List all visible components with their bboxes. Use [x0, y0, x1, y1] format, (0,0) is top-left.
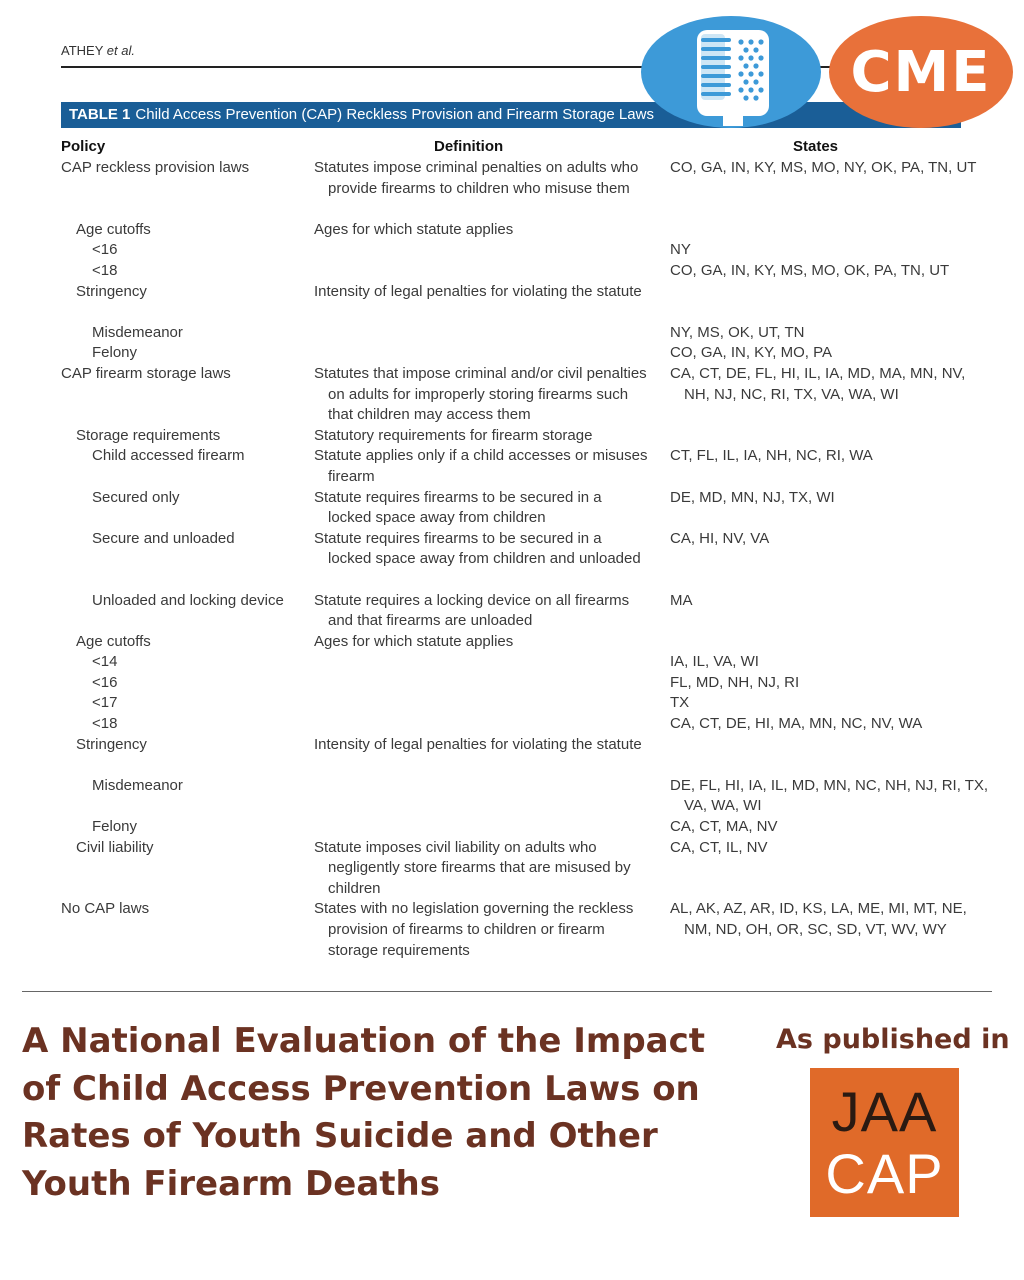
header-author-suffix: et al.	[106, 43, 135, 58]
definition-cell: Statute requires firearms to be secured in a locked space away from children and unloaded	[314, 529, 641, 568]
policy-cell: Secured only	[92, 488, 180, 506]
states-cell: DE, FL, HI, IA, IL, MD, MN, NC, NH, NJ, RI, TX, VA, WA, WI	[670, 776, 989, 815]
cme-label: CME	[850, 39, 992, 105]
policy-cell: Secure and unloaded	[92, 529, 235, 547]
table-caption: Child Access Prevention (CAP) Reckless Provision and Firearm Storage Laws	[135, 106, 654, 123]
column-header-policy: Policy	[61, 138, 106, 155]
table-row	[0, 838, 1024, 900]
states-cell: CT, FL, IL, IA, NH, NC, RI, WA	[670, 447, 873, 465]
states-cell: MA	[670, 591, 693, 609]
running-header	[61, 43, 135, 58]
table-row	[0, 652, 1024, 673]
table-row	[0, 632, 1024, 653]
definition-cell: Intensity of legal penalties for violating the statute	[314, 735, 642, 753]
definition-cell: States with no legislation governing the reckless provision of firearms to children or firearm storage requirements	[314, 900, 634, 959]
policy-cell: Misdemeanor	[92, 776, 183, 794]
definition-cell: Statutes that impose criminal and/or civil penalties on adults for improperly storing firearms such that children may access them	[314, 364, 647, 424]
table-row	[0, 488, 1024, 529]
states-cell: TX	[670, 694, 690, 712]
policy-cell: No CAP laws	[61, 900, 150, 918]
table-row	[0, 735, 1024, 776]
states-cell: IA, IL, VA, WI	[670, 653, 759, 671]
policy-cell: Storage requirements	[76, 426, 221, 444]
policy-cell: Stringency	[76, 735, 147, 753]
definition-cell: Statutes impose criminal penalties on adults who provide firearms to children who misuse them	[314, 159, 639, 197]
policy-cell: <16	[92, 241, 118, 259]
states-cell: NY, MS, OK, UT, TN	[670, 323, 805, 341]
table-row	[0, 220, 1024, 241]
table-row	[0, 323, 1024, 344]
definition-cell: Statutory requirements for firearm storage	[314, 426, 593, 444]
states-cell: CA, CT, DE, FL, HI, IL, IA, MD, MA, MN, NV, NH, NJ, NC, RI, TX, VA, WA, WI	[670, 364, 966, 403]
states-cell: CO, GA, IN, KY, MS, MO, OK, PA, TN, UT	[670, 261, 950, 279]
table-row	[0, 426, 1024, 447]
definition-cell: Statute requires a locking device on all firearms and that firearms are unloaded	[314, 591, 630, 630]
table-row	[0, 899, 1024, 961]
table-row	[0, 817, 1024, 838]
cme-badge[interactable]	[829, 16, 1013, 128]
table-caption-bar	[61, 102, 961, 128]
policy-cell: Felony	[92, 818, 138, 836]
states-cell: AL, AK, AZ, AR, ID, KS, LA, ME, MI, MT, NE, NM, ND, OH, OR, SC, SD, VT, WV, WY	[670, 900, 967, 939]
table-row	[0, 158, 1024, 220]
policy-cell: Unloaded and locking device	[92, 591, 284, 609]
microphone-icon	[641, 16, 821, 128]
table-row	[0, 343, 1024, 364]
policy-cell: <14	[92, 653, 118, 671]
law-table-body	[0, 158, 1024, 961]
policy-cell: <16	[92, 673, 118, 691]
policy-cell: Child accessed firearm	[92, 447, 245, 465]
header-author-name: ATHEY	[61, 43, 104, 58]
states-cell: CA, CT, DE, HI, MA, MN, NC, NV, WA	[670, 715, 923, 733]
podcast-badge[interactable]	[641, 16, 821, 128]
definition-cell: Ages for which statute applies	[314, 220, 514, 238]
table-row	[0, 240, 1024, 261]
states-cell: NY	[670, 241, 691, 259]
definition-cell: Statute applies only if a child accesses or misuses firearm	[314, 447, 648, 485]
policy-cell: <18	[92, 261, 118, 279]
column-header-states: States	[793, 138, 839, 155]
definition-cell: Statute imposes civil liability on adults who negligently store firearms that are misused by children	[314, 838, 631, 897]
policy-cell: Stringency	[76, 282, 147, 300]
policy-cell: Age cutoffs	[76, 220, 151, 238]
policy-cell: Civil liability	[76, 838, 154, 856]
states-cell: CA, CT, MA, NV	[670, 818, 778, 836]
policy-cell: <17	[92, 694, 118, 712]
states-cell: DE, MD, MN, NJ, TX, WI	[670, 488, 835, 506]
table-row	[0, 282, 1024, 323]
states-cell: CA, HI, NV, VA	[670, 529, 770, 547]
column-header-definition: Definition	[434, 138, 504, 155]
published-in-label: As published in	[776, 1024, 1010, 1055]
policy-cell: <18	[92, 715, 118, 733]
table-row	[0, 714, 1024, 735]
states-cell: CO, GA, IN, KY, MO, PA	[670, 344, 832, 362]
table-row	[0, 261, 1024, 282]
definition-cell: Intensity of legal penalties for violating the statute	[314, 282, 642, 300]
journal-logo-line1: JAA	[831, 1079, 938, 1143]
policy-cell: Age cutoffs	[76, 632, 151, 650]
policy-cell: Felony	[92, 344, 138, 362]
header-rule	[61, 66, 961, 68]
table-row	[0, 446, 1024, 487]
table-label: TABLE 1	[69, 106, 131, 123]
states-cell: CA, CT, IL, NV	[670, 838, 768, 856]
article-title: A National Evaluation of the Impact of Child Access Prevention Laws on Rates of Youth Suicide and Other Youth Firearm Deaths	[22, 1021, 706, 1204]
table-row	[0, 776, 1024, 817]
definition-cell: Ages for which statute applies	[314, 632, 514, 650]
table-row	[0, 673, 1024, 694]
table-row	[0, 364, 1024, 426]
section-divider	[22, 991, 992, 992]
definition-cell: Statute requires firearms to be secured in a locked space away from children	[314, 488, 602, 527]
policy-cell: CAP firearm storage laws	[61, 364, 231, 382]
table-row	[0, 693, 1024, 714]
journal-logo[interactable]	[810, 1068, 959, 1217]
states-cell: FL, MD, NH, NJ, RI	[670, 673, 800, 691]
table-row	[0, 529, 1024, 591]
journal-logo-line2: CAP	[825, 1141, 944, 1205]
states-cell: CO, GA, IN, KY, MS, MO, NY, OK, PA, TN, UT	[670, 159, 977, 176]
policy-cell: Misdemeanor	[92, 323, 183, 341]
policy-cell: CAP reckless provision laws	[61, 159, 250, 176]
table-row	[0, 591, 1024, 632]
